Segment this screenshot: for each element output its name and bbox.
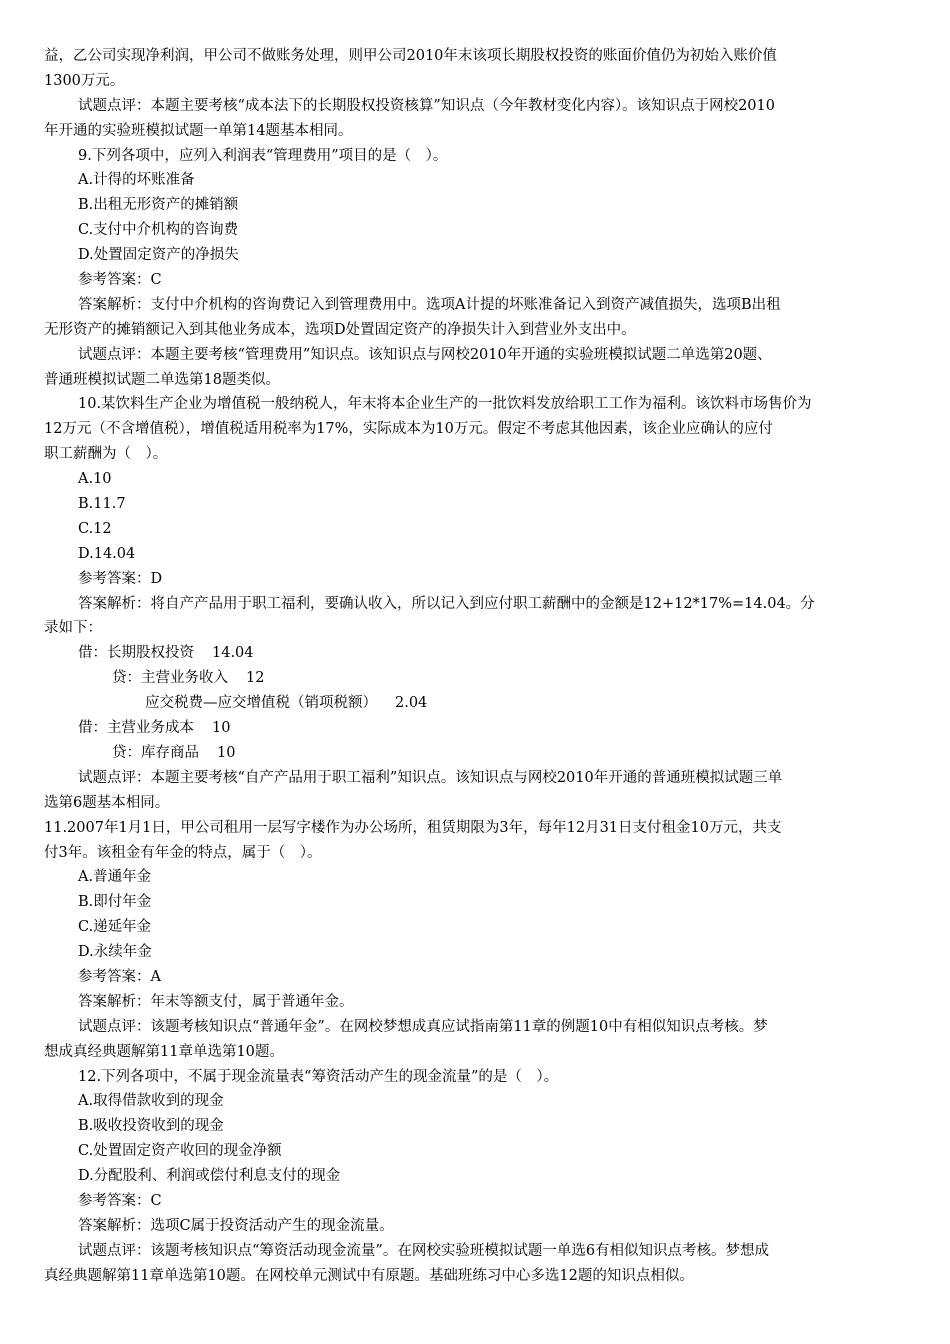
analysis-line: 答案解析：支付中介机构的咨询费记入到管理费用中。选项A计提的坏账准备记入到资产减值损失，选项B出租	[78, 296, 781, 313]
answer: 参考答案：C	[78, 272, 162, 289]
question-10: 10.某饮料生产企业为增值税一般纳税人，年末将本企业生产的一批饮料发放给职工工作为福利。该饮料市场售价为	[78, 396, 812, 413]
option-b: B.11.7	[78, 496, 126, 513]
option-c: C.处置固定资产收回的现金净额	[78, 1143, 282, 1160]
text-line: 12万元（不含增值税），增值税适用税率为17%，实际成本为10万元。假定不考虑其他因素，该企业应确认的应付	[44, 421, 773, 438]
option-c: C.支付中介机构的咨询费	[78, 222, 239, 239]
journal-account: 借：主营业务成本	[78, 720, 194, 737]
journal-entry	[0, 741, 950, 766]
analysis-line: 答案解析：年末等额支付，属于普通年金。	[78, 993, 354, 1010]
question-12: 12.下列各项中，不属于现金流量表“筹资活动产生的现金流量”的是（ ）。	[78, 1068, 559, 1085]
analysis-line: 答案解析：选项C属于投资活动产生的现金流量。	[78, 1217, 394, 1234]
analysis-line: 答案解析：将自产产品用于职工福利，要确认收入，所以记入到应付职工薪酬中的金额是12+12*17%=14.04。分	[78, 595, 815, 612]
answer: 参考答案：A	[78, 968, 161, 985]
text-line: 真经典题解第11章单选第10题。在网校单元测试中有原题。基础班练习中心多选12题的知识点相似。	[44, 1267, 694, 1284]
option-b: B.吸收投资收到的现金	[78, 1118, 224, 1135]
journal-entry	[0, 666, 950, 691]
text-line: 普通班模拟试题二单选第18题类似。	[44, 371, 280, 388]
text-line: 年开通的实验班模拟试题一单第14题基本相同。	[44, 122, 353, 139]
option-a: A.普通年金	[78, 869, 152, 886]
journal-entry	[0, 691, 950, 716]
comment-line: 试题点评：本题主要考核“成本法下的长期股权投资核算”知识点（今年教材变化内容）。该知识点于网校2010	[78, 97, 775, 114]
answer: 参考答案：D	[78, 570, 163, 587]
option-a: A.取得借款收到的现金	[78, 1093, 224, 1110]
journal-amount: 12	[246, 670, 265, 687]
journal-account: 借：长期股权投资	[78, 645, 194, 662]
option-d: D.处置固定资产的净损失	[78, 247, 239, 264]
option-d: D.永续年金	[78, 944, 152, 961]
option-d: D.14.04	[78, 545, 136, 562]
question-11: 11.2007年1月1日，甲公司租用一层写字楼作为办公场所，租赁期限为3年，每年12月31日支付租金10万元，共支	[44, 819, 782, 836]
option-b: B.即付年金	[78, 894, 152, 911]
journal-account: 应交税费—应交增值税（销项税额）	[145, 695, 377, 712]
text-line: 益，乙公司实现净利润，甲公司不做账务处理，则甲公司2010年末该项长期股权投资的账面价值仍为初始入账价值	[44, 48, 777, 64]
journal-entry	[0, 641, 950, 666]
text-line: 无形资产的摊销额记入到其他业务成本，选项D处置固定资产的净损失计入到营业外支出中。	[44, 321, 636, 338]
text-line: 选第6题基本相同。	[44, 794, 170, 811]
option-a: A.10	[78, 471, 112, 488]
text-line: 职工薪酬为（ ）。	[44, 446, 168, 463]
option-a: A.计得的坏账准备	[78, 172, 195, 189]
option-b: B.出租无形资产的摊销额	[78, 197, 239, 214]
journal-account: 贷：主营业务收入	[112, 670, 228, 687]
text-line: 想成真经典题解第11章单选第10题。	[44, 1043, 284, 1060]
question-9: 9.下列各项中，应列入利润表“管理费用”项目的是（ ）。	[78, 147, 448, 164]
text-line: 录如下：	[44, 620, 102, 637]
answer: 参考答案：C	[78, 1192, 162, 1209]
option-c: C.12	[78, 520, 112, 537]
option-d: D.分配股利、利润或偿付利息支付的现金	[78, 1168, 341, 1185]
comment-line: 试题点评：该题考核知识点“筹资活动现金流量”。在网校实验班模拟试题一单选6有相似知识点考核。梦想成	[78, 1242, 770, 1259]
journal-amount: 10	[217, 744, 236, 761]
comment-line: 试题点评：本题主要考核“自产产品用于职工福利”知识点。该知识点与网校2010年开通的普通班模拟试题三单	[78, 769, 783, 786]
journal-amount: 2.04	[395, 695, 428, 712]
document-page	[0, 44, 950, 1289]
comment-line: 试题点评：本题主要考核“管理费用”知识点。该知识点与网校2010年开通的实验班模拟试题二单选第20题、	[78, 346, 772, 363]
journal-amount: 14.04	[212, 645, 254, 662]
journal-amount: 10	[212, 720, 231, 737]
journal-account: 贷：库存商品	[112, 744, 199, 761]
text-line: 1300万元。	[44, 72, 125, 89]
comment-line: 试题点评：该题考核知识点“普通年金”。在网校梦想成真应试指南第11章的例题10中有相似知识点考核。梦	[78, 1018, 768, 1035]
option-c: C.递延年金	[78, 919, 152, 936]
text-line: 付3年。该租金有年金的特点，属于（ ）。	[44, 844, 322, 861]
journal-entry	[0, 716, 950, 741]
